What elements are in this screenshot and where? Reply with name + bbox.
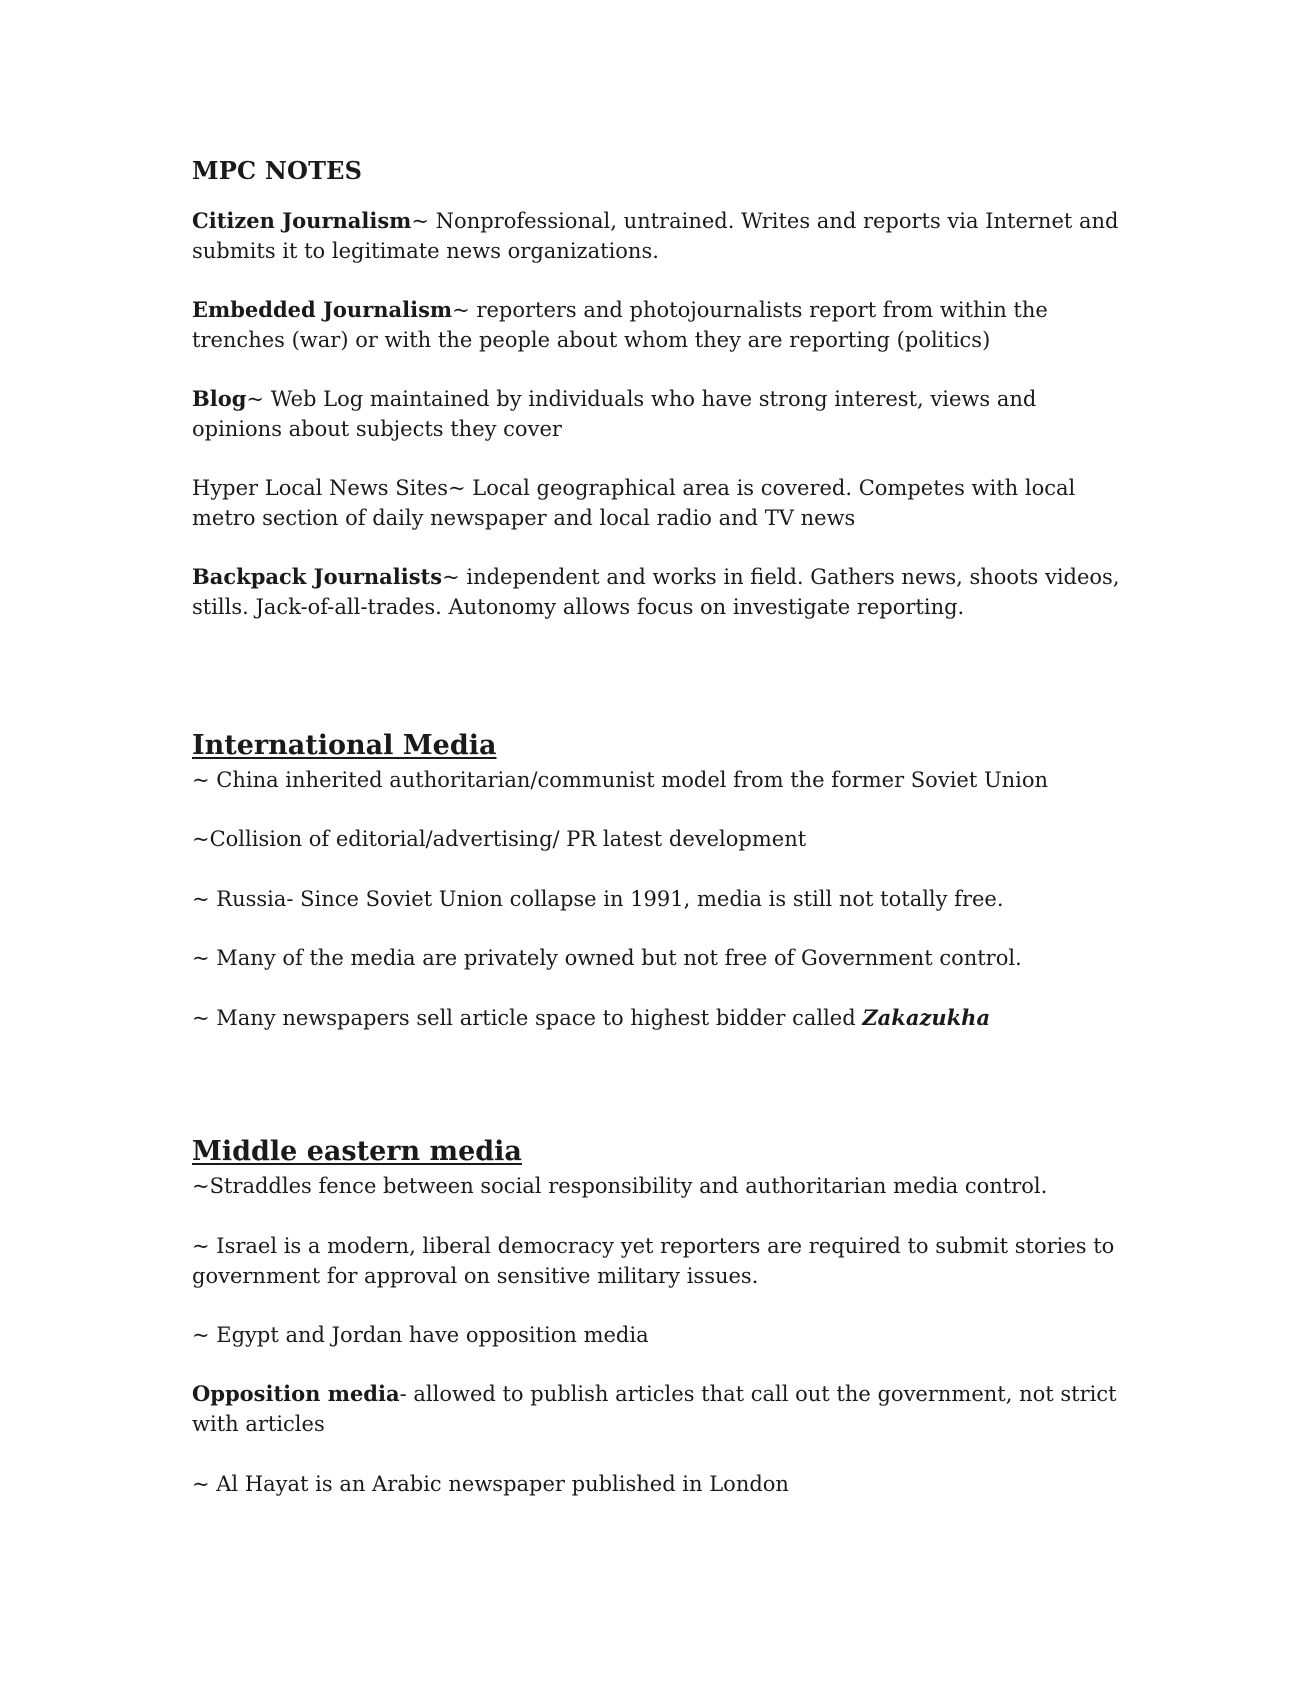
bullet-item: ~Straddles fence between social responsibility and authoritarian media control. xyxy=(192,1174,1048,1198)
section-heading-international-media: International Media xyxy=(192,730,497,761)
definition-blog xyxy=(192,384,1122,444)
bullet-item: ~ Russia- Since Soviet Union collapse in 1991, media is still not totally free. xyxy=(192,887,1004,911)
definition-text: Hyper Local News Sites~ Local geographical area is covered. Competes with local metro section of daily newspaper and local radio and TV news xyxy=(192,476,1076,530)
definition-term: Backpack Journalists xyxy=(192,564,443,589)
definition-hyper-local-news-sites xyxy=(192,473,1122,533)
section-heading-middle-eastern-media: Middle eastern media xyxy=(192,1136,522,1167)
document-title: MPC NOTES xyxy=(192,156,363,185)
definition-term: Embedded Journalism xyxy=(192,297,453,322)
definition-text: independent and works in field. Gathers news, shoots videos, stills. Jack-of-all-trades. Autonomy allows focus on investigate reporting. xyxy=(192,565,1120,619)
bullet-item: ~ Many of the media are privately owned but not free of Government control. xyxy=(192,946,1022,970)
definition-opposition-media xyxy=(192,1379,1122,1439)
definition-text: reporters and photojournalists report from within the trenches (war) or with the people about whom they are reporting (politics) xyxy=(192,298,1048,352)
definition-text: Nonprofessional, untrained. Writes and reports via Internet and submits it to legitimate news organizations. xyxy=(192,209,1119,263)
bullet-item: ~Collision of editorial/advertising/ PR latest development xyxy=(192,827,807,851)
bullet-text: ~ Many newspapers sell article space to highest bidder called xyxy=(192,1006,863,1030)
definition-text: allowed to publish articles that call out the government, not strict with articles xyxy=(192,1382,1117,1436)
definition-separator: ~ xyxy=(411,209,436,233)
definition-separator: ~ xyxy=(246,387,271,411)
bullet-item: ~ China inherited authoritarian/communist model from the former Soviet Union xyxy=(192,768,1049,792)
definition-separator: ~ xyxy=(452,298,477,322)
definition-term: Opposition media xyxy=(192,1381,400,1406)
definition-text: Web Log maintained by individuals who have strong interest, views and opinions about subjects they cover xyxy=(192,387,1037,441)
definition-term: Blog xyxy=(192,386,247,411)
definition-separator: - xyxy=(399,1382,414,1406)
definition-term: Citizen Journalism xyxy=(192,208,412,233)
definition-separator: ~ xyxy=(442,565,467,589)
definition-backpack-journalists xyxy=(192,562,1122,622)
bullet-item: ~ Al Hayat is an Arabic newspaper published in London xyxy=(192,1472,789,1496)
bullet-item: ~ Israel is a modern, liberal democracy yet reporters are required to submit stories to government for approval on sensitive military issues. xyxy=(192,1234,1115,1288)
definition-citizen-journalism xyxy=(192,206,1122,266)
bullet-item: ~ Egypt and Jordan have opposition media xyxy=(192,1323,649,1347)
bullet-item-zakazukha xyxy=(192,1003,1122,1033)
definition-embedded-journalism xyxy=(192,295,1122,355)
emphasized-term: Zakazukha xyxy=(862,1005,991,1030)
